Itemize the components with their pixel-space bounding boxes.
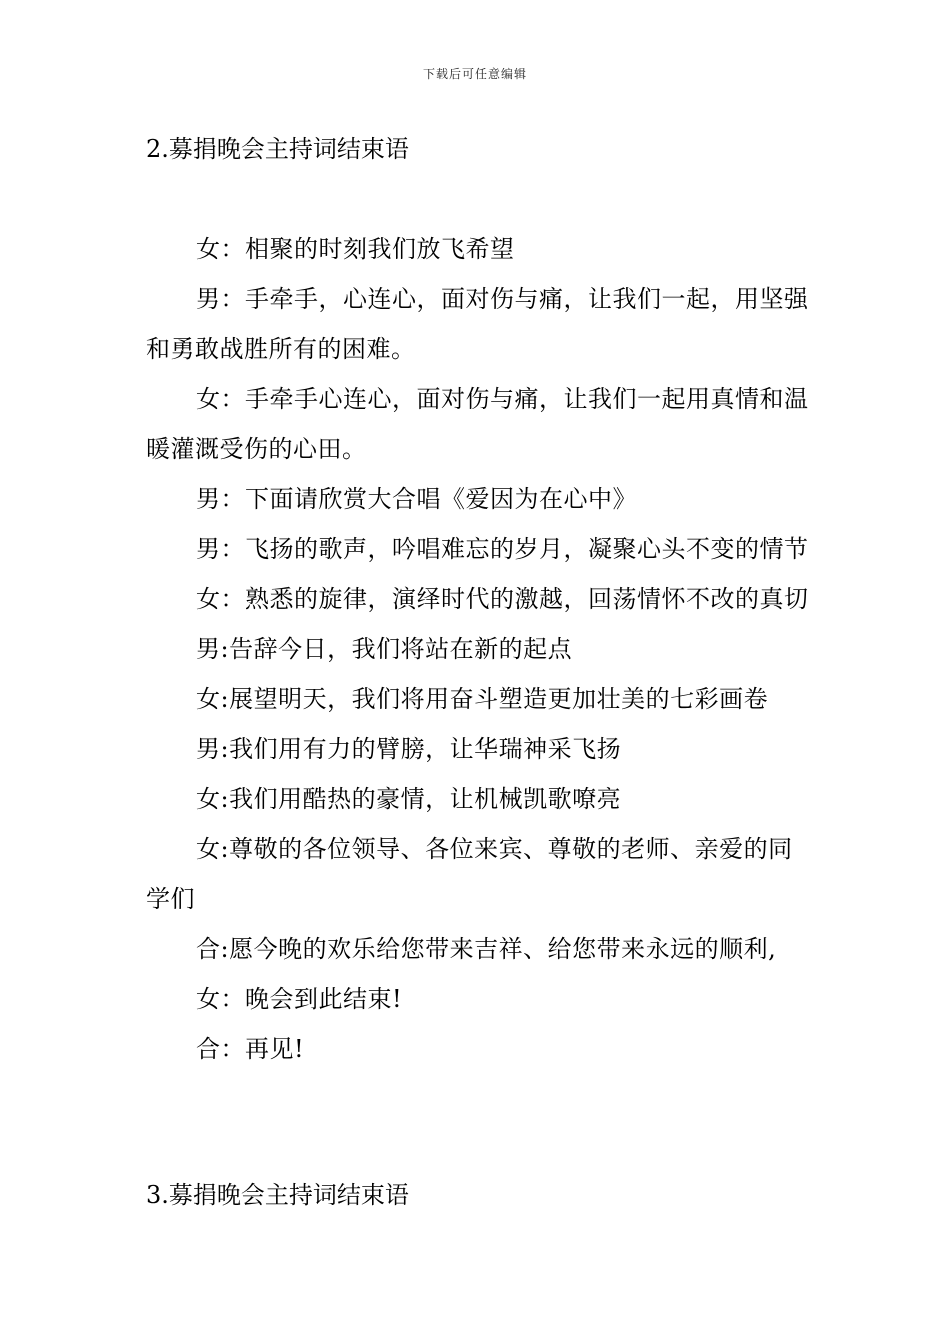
dialogue-line: 女：相聚的时刻我们放飞希望 — [196, 235, 515, 263]
section-heading-3: 3.募捐晚会主持词结束语 — [146, 1181, 409, 1209]
dialogue-line: 女:尊敬的各位领导、各位来宾、尊敬的老师、亲爱的同学们 — [146, 835, 793, 913]
dialogue-line: 男:告辞今日，我们将站在新的起点 — [196, 635, 573, 663]
dialogue-line: 女:展望明天，我们将用奋斗塑造更加壮美的七彩画卷 — [196, 685, 769, 713]
dialogue-list — [146, 224, 810, 1074]
dialogue-line: 女：手牵手心连心，面对伤与痛，让我们一起用真情和温暖灌溉受伤的心田。 — [146, 385, 809, 463]
dialogue-line: 女：熟悉的旋律，演绎时代的激越，回荡情怀不改的真切 — [196, 585, 809, 613]
section-heading-2: 2.募捐晚会主持词结束语 — [146, 135, 409, 163]
dialogue-line: 男:我们用有力的臂膀，让华瑞神采飞扬 — [196, 735, 622, 763]
dialogue-line: 男：飞扬的歌声，吟唱难忘的岁月，凝聚心头不变的情节 — [196, 535, 809, 563]
dialogue-line: 女：晚会到此结束! — [196, 985, 403, 1013]
dialogue-line: 男：下面请欣赏大合唱《爱因为在心中》 — [196, 485, 637, 513]
dialogue-line: 女:我们用酷热的豪情，让机械凯歌嘹亮 — [196, 785, 622, 813]
dialogue-line: 合：再见! — [196, 1035, 305, 1063]
dialogue-line: 合:愿今晚的欢乐给您带来吉祥、给您带来永远的顺利, — [196, 935, 777, 963]
page-header-note: 下载后可任意编辑 — [422, 67, 527, 81]
dialogue-line: 男：手牵手，心连心，面对伤与痛，让我们一起，用坚强和勇敢战胜所有的困难。 — [146, 285, 809, 363]
